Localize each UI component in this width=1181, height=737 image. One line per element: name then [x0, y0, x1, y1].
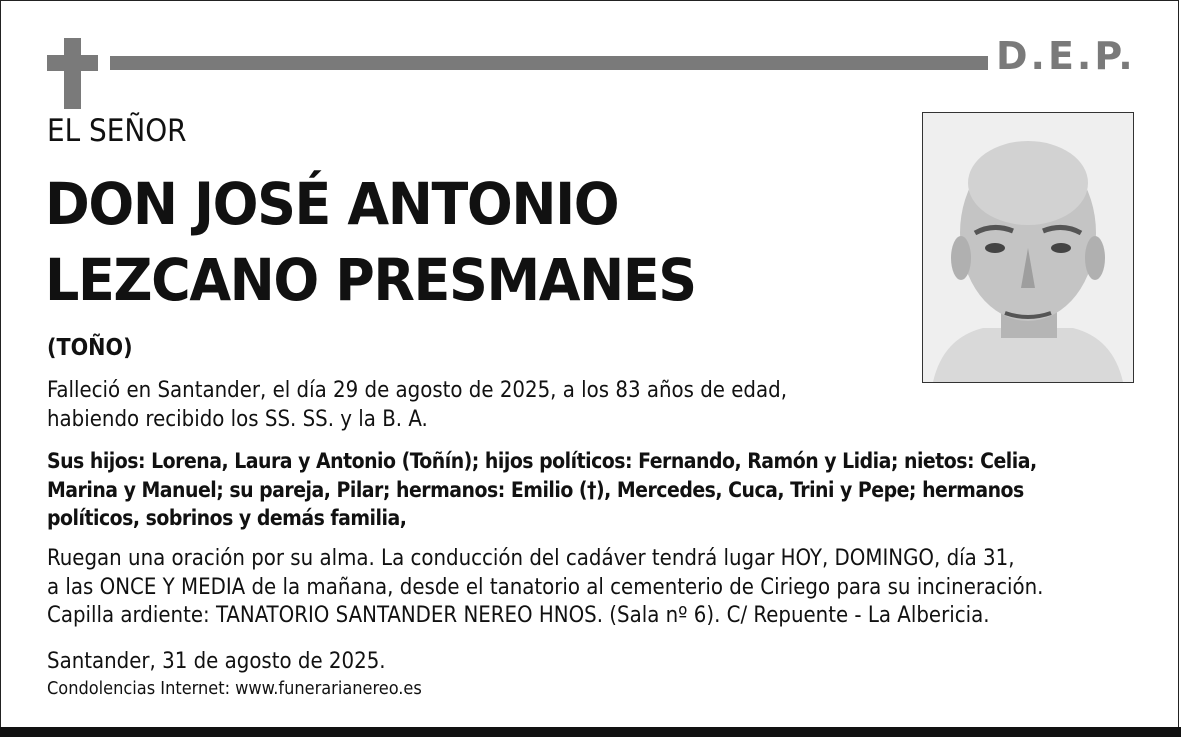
text-line: Marina y Manuel; su pareja, Pilar; hermanos: Emilio (†), Mercedes, Cuca, Trini y Pepe; hermanos — [47, 477, 1024, 502]
nickname: (TOÑO) — [47, 335, 133, 361]
portrait-photo — [922, 112, 1134, 383]
deceased-name-line: LEZCANO PRESMANES — [45, 246, 696, 314]
text-line: políticos, sobrinos y demás familia, — [47, 506, 407, 530]
text-line: Ruegan una oración por su alma. La conducción del cadáver tendrá lugar HOY, DOMINGO, día 31, — [47, 546, 1015, 571]
death-announcement — [47, 377, 787, 434]
portrait-illustration — [923, 113, 1133, 382]
honorific-title: EL SEÑOR — [47, 113, 187, 149]
text-line: Sus hijos: Lorena, Laura y Antonio (Toñín); hijos políticos: Fernando, Ramón y Lidia; nietos: Celia, — [47, 449, 1037, 473]
text-line: Falleció en Santander, el día 29 de agosto de 2025, a los 83 años de edad, — [47, 378, 787, 403]
cross-horizontal-bar — [47, 55, 98, 71]
dep-label: D.E.P. — [996, 34, 1136, 78]
text-line: a las ONCE Y MEDIA de la mañana, desde el tanatorio al cementerio de Ciriego para su incineración. — [47, 574, 1044, 600]
deceased-name-line: DON JOSÉ ANTONIO — [45, 170, 619, 238]
header-rule — [110, 56, 988, 70]
place-date: Santander, 31 de agosto de 2025. — [47, 649, 386, 674]
bottom-border — [0, 727, 1181, 737]
deceased-name — [45, 166, 696, 318]
ceremony-details — [47, 545, 1043, 631]
cross-vertical-bar — [64, 38, 81, 109]
text-line: Capilla ardiente: TANATORIO SANTANDER NEREO HNOS. (Sala nº 6). C/ Repuente - La Albericia. — [47, 603, 990, 628]
condolences-line: Condolencias Internet: www.funerarianereo.es — [47, 678, 422, 699]
family-list — [47, 447, 1037, 533]
text-line: habiendo recibido los SS. SS. y la B. A. — [47, 406, 428, 432]
